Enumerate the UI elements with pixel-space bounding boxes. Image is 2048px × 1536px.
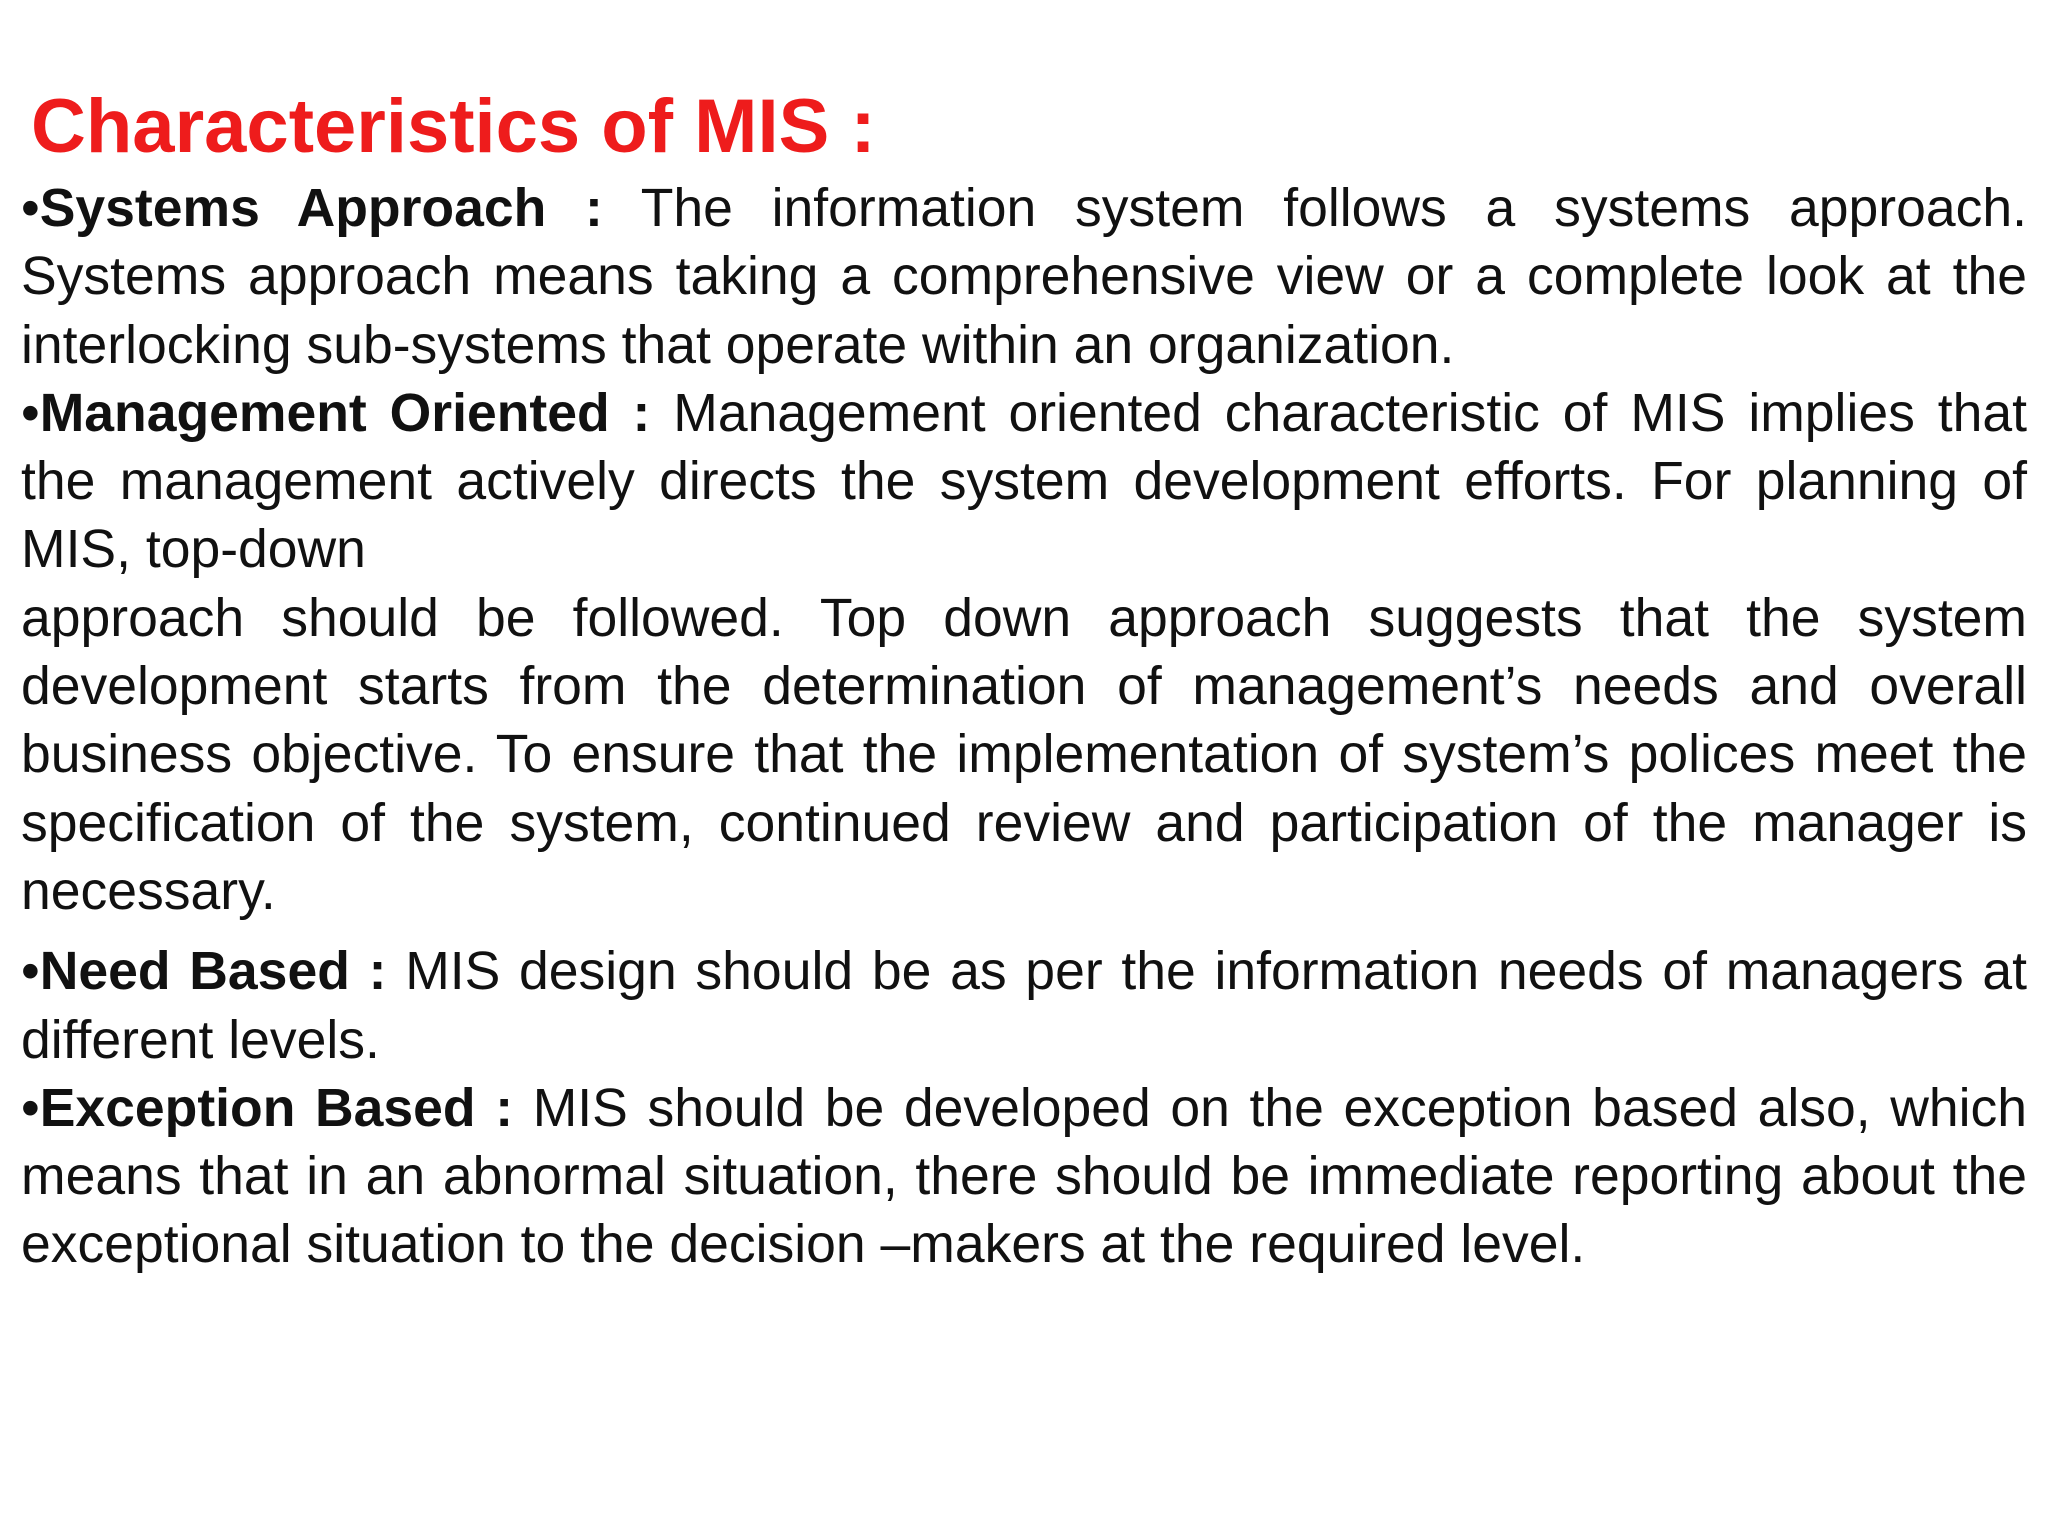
text-systems-approach: The information system follows a systems approach. Systems approach means taking a comprehensive view or a complete look at the interlocking sub-systems that operate within an organization. xyxy=(21,179,2027,375)
bullet-marker: • xyxy=(21,383,40,443)
bullet-need-based xyxy=(21,938,2027,1075)
bullet-exception-based xyxy=(21,1075,2027,1280)
text-need-based: MIS design should be as per the information needs of managers at different levels. xyxy=(21,942,2027,1070)
slide-title: Characteristics of MIS : xyxy=(31,84,876,169)
term-need-based: Need Based : xyxy=(39,942,387,1002)
text-management-oriented: Management oriented characteristic of MIS implies that the management actively directs the system development efforts. For planning of MIS, top-down xyxy=(21,383,2027,580)
text-exception-based: MIS should be developed on the exception based also, which means that in an abnormal situation, there should be immediate reporting about the exceptional situation to the decision –makers at the required level. xyxy=(21,1078,2027,1275)
bullet-marker: • xyxy=(21,1078,40,1138)
term-exception-based: Exception Based : xyxy=(39,1078,514,1138)
bullet-management-oriented xyxy=(21,380,2027,585)
bullet-systems-approach xyxy=(21,175,2027,380)
bullet-marker: • xyxy=(21,942,40,1002)
slide-body xyxy=(21,175,2027,1280)
management-oriented-continuation: approach should be followed. Top down approach suggests that the system development starts from the determination of management’s needs and overall business objective. To ensure that the implementation of system’s polices meet the specification of the system, continued review and participation of the manager is necessary. xyxy=(21,588,2027,921)
bullet-marker: • xyxy=(21,179,40,238)
term-management-oriented: Management Oriented : xyxy=(39,383,651,443)
term-systems-approach: Systems Approach : xyxy=(39,179,603,238)
